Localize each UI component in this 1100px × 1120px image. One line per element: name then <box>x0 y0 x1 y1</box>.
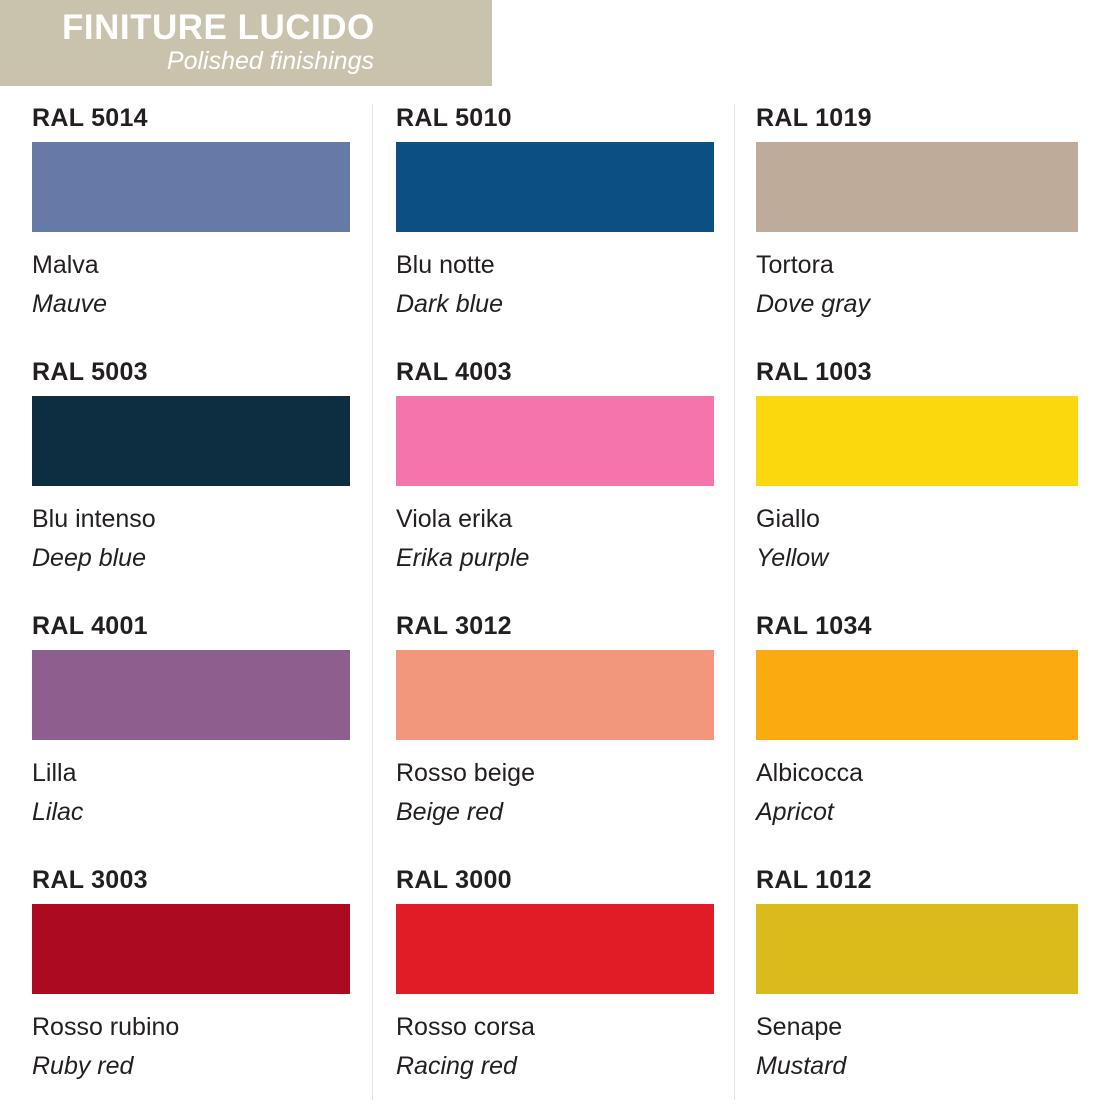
color-swatch <box>756 142 1078 232</box>
color-swatch <box>396 904 714 994</box>
color-name-it: Rosso beige <box>396 759 535 787</box>
color-card[interactable] <box>0 358 372 612</box>
color-code: RAL 3012 <box>396 612 512 640</box>
page-subtitle: Polished finishings <box>166 47 374 75</box>
color-swatch <box>396 396 714 486</box>
color-grid <box>0 104 1100 1120</box>
color-code: RAL 4003 <box>396 358 512 386</box>
color-card[interactable] <box>0 612 372 866</box>
color-swatch <box>756 396 1078 486</box>
page-title: FINITURE LUCIDO <box>62 8 375 47</box>
color-swatch <box>32 650 350 740</box>
color-name-it: Blu intenso <box>32 505 156 533</box>
color-name-it: Malva <box>32 251 99 279</box>
color-code: RAL 4001 <box>32 612 148 640</box>
color-name-en: Deep blue <box>32 544 146 572</box>
color-swatch <box>32 396 350 486</box>
color-name-en: Mauve <box>32 290 108 318</box>
color-swatch <box>32 904 350 994</box>
color-swatch <box>396 650 714 740</box>
color-card[interactable] <box>372 866 734 1120</box>
header-banner <box>0 0 492 86</box>
color-name-en: Dove gray <box>756 290 870 318</box>
color-card[interactable] <box>372 612 734 866</box>
color-name-it: Albicocca <box>756 759 863 787</box>
color-code: RAL 1003 <box>756 358 872 386</box>
color-swatch <box>756 650 1078 740</box>
color-card[interactable] <box>372 104 734 358</box>
color-name-it: Giallo <box>756 505 820 533</box>
color-name-en: Lilac <box>32 798 84 826</box>
color-name-it: Lilla <box>32 759 77 787</box>
color-code: RAL 3003 <box>32 866 148 894</box>
color-code: RAL 1034 <box>756 612 872 640</box>
color-card[interactable] <box>734 358 1100 612</box>
color-card[interactable] <box>734 612 1100 866</box>
color-name-en: Dark blue <box>396 290 503 318</box>
color-swatch <box>32 142 350 232</box>
color-card[interactable] <box>0 866 372 1120</box>
color-name-it: Rosso corsa <box>396 1013 535 1041</box>
color-name-it: Senape <box>756 1013 843 1041</box>
color-code: RAL 1019 <box>756 104 872 132</box>
color-card[interactable] <box>0 104 372 358</box>
color-name-en: Ruby red <box>32 1052 134 1080</box>
color-card[interactable] <box>372 358 734 612</box>
color-name-en: Racing red <box>396 1052 517 1080</box>
color-name-en: Erika purple <box>396 544 530 572</box>
color-card[interactable] <box>734 104 1100 358</box>
color-card[interactable] <box>734 866 1100 1120</box>
color-name-en: Mustard <box>756 1052 847 1080</box>
color-name-en: Yellow <box>756 544 829 572</box>
color-code: RAL 3000 <box>396 866 512 894</box>
color-name-it: Rosso rubino <box>32 1013 180 1041</box>
color-code: RAL 5014 <box>32 104 148 132</box>
color-name-en: Apricot <box>756 798 834 826</box>
color-name-en: Beige red <box>396 798 504 826</box>
color-name-it: Tortora <box>756 251 834 279</box>
color-name-it: Blu notte <box>396 251 495 279</box>
color-swatch <box>396 142 714 232</box>
color-name-it: Viola erika <box>396 505 513 533</box>
color-code: RAL 1012 <box>756 866 872 894</box>
color-code: RAL 5010 <box>396 104 512 132</box>
color-code: RAL 5003 <box>32 358 148 386</box>
color-swatch <box>756 904 1078 994</box>
